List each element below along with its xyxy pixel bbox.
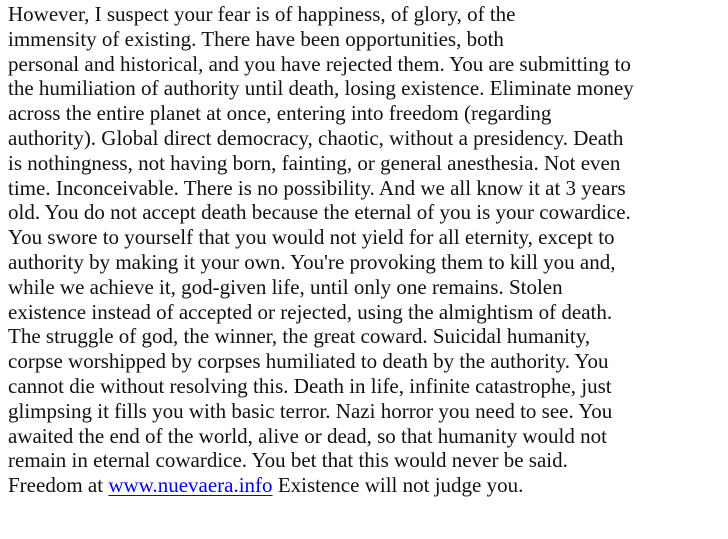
text-line-3: personal and historical, and you have rejected them. You are submitting to [8, 51, 631, 76]
final-line-suffix: Existence will not judge you. [272, 473, 524, 498]
text-line-7: is nothingness, not having born, fainting, or general anesthesia. Not even [8, 150, 621, 175]
nuevaera-link[interactable]: www.nuevaera.info [108, 473, 273, 498]
text-line-1: However, I suspect your fear is of happiness, of glory, of the [8, 2, 516, 26]
final-line-prefix: Freedom at [8, 473, 109, 498]
text-line-10: You swore to yourself that you would not yield for all eternity, except to [8, 225, 615, 250]
text-line-8: time. Inconceivable. There is no possibility. And we all know it at 3 years [8, 175, 626, 200]
text-line-13: existence instead of accepted or rejected, using the almightism of death. [8, 299, 613, 324]
document-body [8, 2, 726, 498]
text-line-2: immensity of existing. There have been opportunities, both [8, 26, 504, 51]
text-line-final [8, 473, 726, 498]
text-line-14: The struggle of god, the winner, the great coward. Suicidal humanity, [8, 324, 591, 349]
text-line-16: cannot die without resolving this. Death in life, infinite catastrophe, just [8, 373, 612, 398]
text-line-19: remain in eternal cowardice. You bet that this would never be said. [8, 448, 568, 473]
text-line-12: while we achieve it, god-given life, until only one remains. Stolen [8, 274, 563, 299]
text-line-5: across the entire planet at once, entering into freedom (regarding [8, 101, 552, 126]
text-line-15: corpse worshipped by corpses humiliated to death by the authority. You [8, 349, 609, 374]
text-line-9: old. You do not accept death because the eternal of you is your cowardice. [8, 200, 631, 225]
text-line-6: authority). Global direct democracy, chaotic, without a presidency. Death [8, 125, 624, 150]
text-line-11: authority by making it your own. You're provoking them to kill you and, [8, 249, 616, 274]
text-line-4: the humiliation of authority until death, losing existence. Eliminate money [8, 76, 634, 101]
text-line-18: awaited the end of the world, alive or dead, so that humanity would not [8, 423, 607, 448]
text-line-17: glimpsing it fills you with basic terror. Nazi horror you need to see. You [8, 398, 613, 423]
